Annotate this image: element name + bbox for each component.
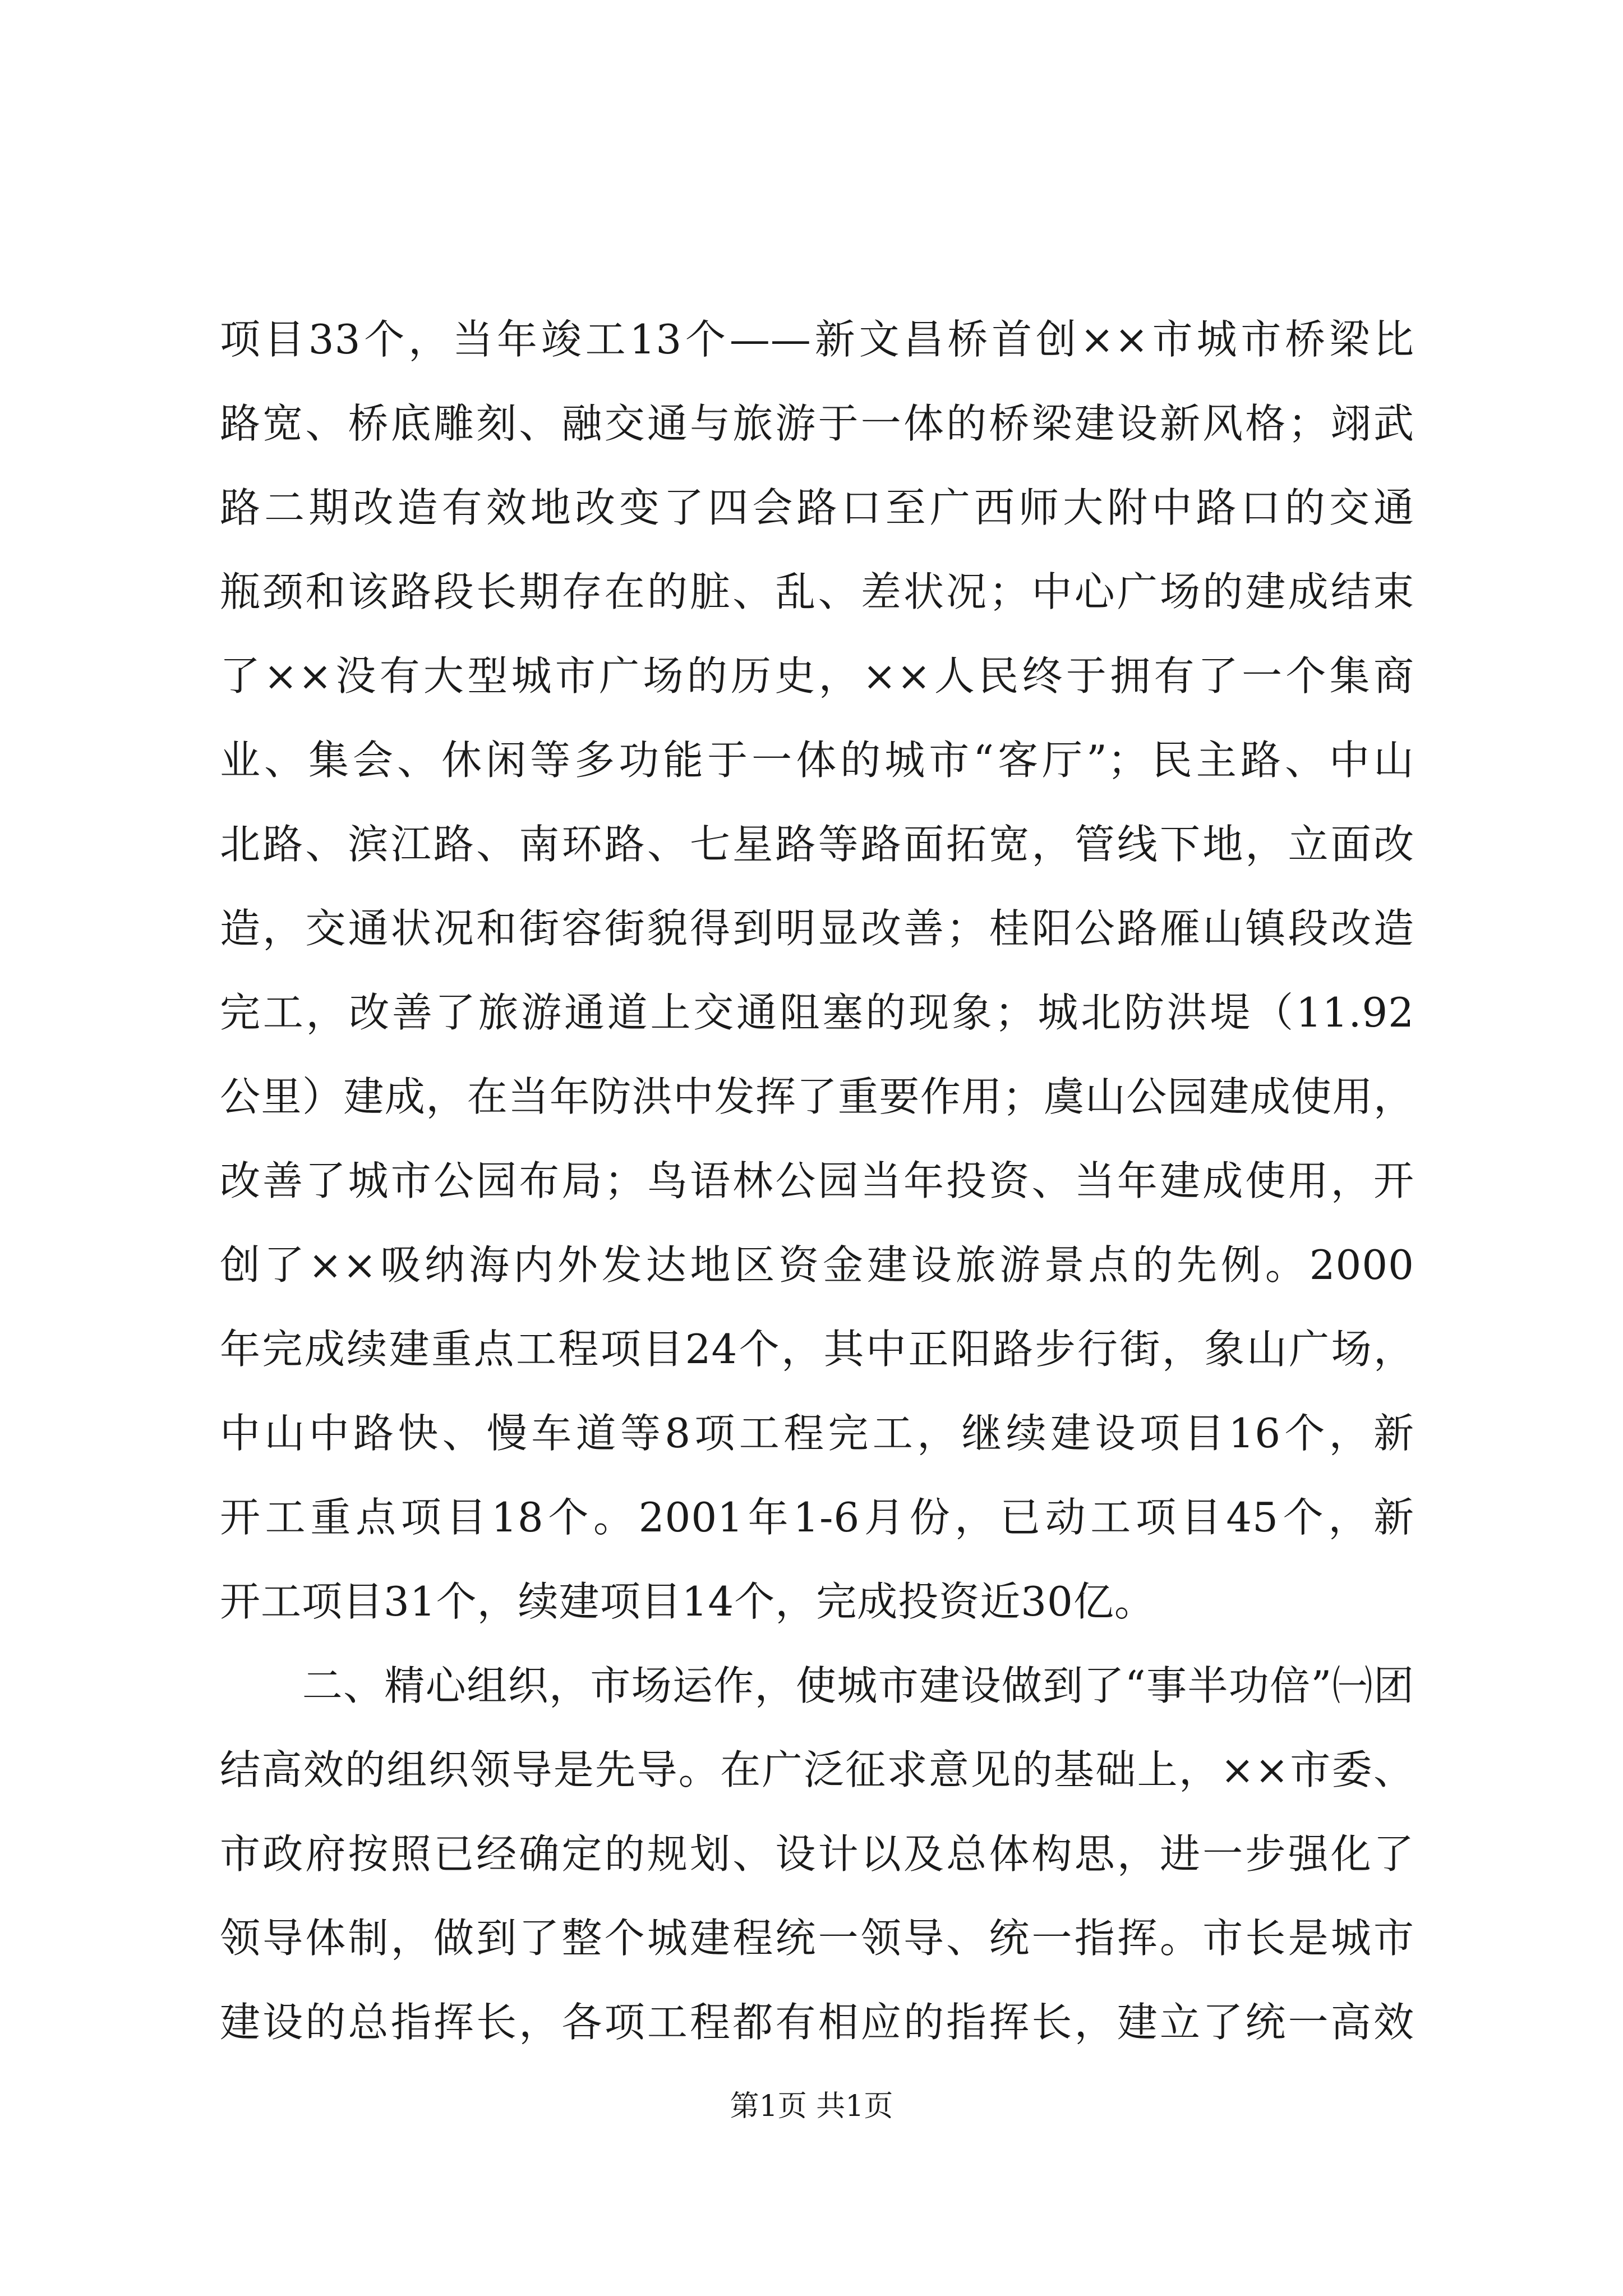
text-line: 路宽、桥底雕刻、融交通与旅游于一体的桥梁建设新风格；翊武 xyxy=(220,400,1414,447)
page-footer: 第1页 共1页 xyxy=(730,2090,893,2123)
text-line: 完工，改善了旅游通道上交通阻塞的现象；城北防洪堤（11.92 xyxy=(220,989,1414,1036)
text-line: 年完成续建重点工程项目24个，其中正阳路步行街，象山广场， xyxy=(220,1326,1414,1373)
text-line: 领导体制，做到了整个城建程统一领导、统一指挥。市长是城市 xyxy=(220,1915,1414,1962)
text-line: 公里）建成，在当年防洪中发挥了重要作用；虞山公园建成使用， xyxy=(220,1073,1414,1120)
text-line: 路二期改造有效地改变了四会路口至广西师大附中路口的交通 xyxy=(220,484,1414,531)
text-line: 改善了城市公园布局；鸟语林公园当年投资、当年建成使用，开 xyxy=(220,1157,1414,1204)
text-line: 市政府按照已经确定的规划、设计以及总体构思，进一步强化了 xyxy=(220,1830,1414,1878)
text-line: 北路、滨江路、南环路、七星路等路面拓宽，管线下地，立面改 xyxy=(220,821,1414,868)
text-line: 造，交通状况和街容街貌得到明显改善；桂阳公路雁山镇段改造 xyxy=(220,905,1414,952)
text-line: 开工重点项目18个。2001年1-6月份，已动工项目45个，新 xyxy=(220,1494,1414,1541)
body-text xyxy=(220,297,1414,2064)
text-line: 二、精心组织，市场运作，使城市建设做到了“事半功倍”㈠团 xyxy=(220,1662,1414,1709)
text-line: 创了××吸纳海内外发达地区资金建设旅游景点的先例。2000 xyxy=(220,1241,1414,1289)
text-line: 项目33个，当年竣工13个——新文昌桥首创××市城市桥梁比 xyxy=(220,316,1414,363)
text-line: 建设的总指挥长，各项工程都有相应的指挥长，建立了统一高效 xyxy=(220,1999,1414,2046)
text-line: 开工项目31个，续建项目14个，完成投资近30亿。 xyxy=(220,1578,1155,1625)
text-line: 中山中路快、慢车道等8项工程完工，继续建设项目16个，新 xyxy=(220,1410,1414,1457)
text-line: 结高效的组织领导是先导。在广泛征求意见的基础上，××市委、 xyxy=(220,1746,1414,1793)
text-line: 瓶颈和该路段长期存在的脏、乱、差状况；中心广场的建成结束 xyxy=(220,568,1414,615)
text-line: 业、集会、休闲等多功能于一体的城市“客厅”；民主路、中山 xyxy=(220,737,1414,784)
text-line: 了××没有大型城市广场的历史，××人民终于拥有了一个集商 xyxy=(220,652,1414,700)
